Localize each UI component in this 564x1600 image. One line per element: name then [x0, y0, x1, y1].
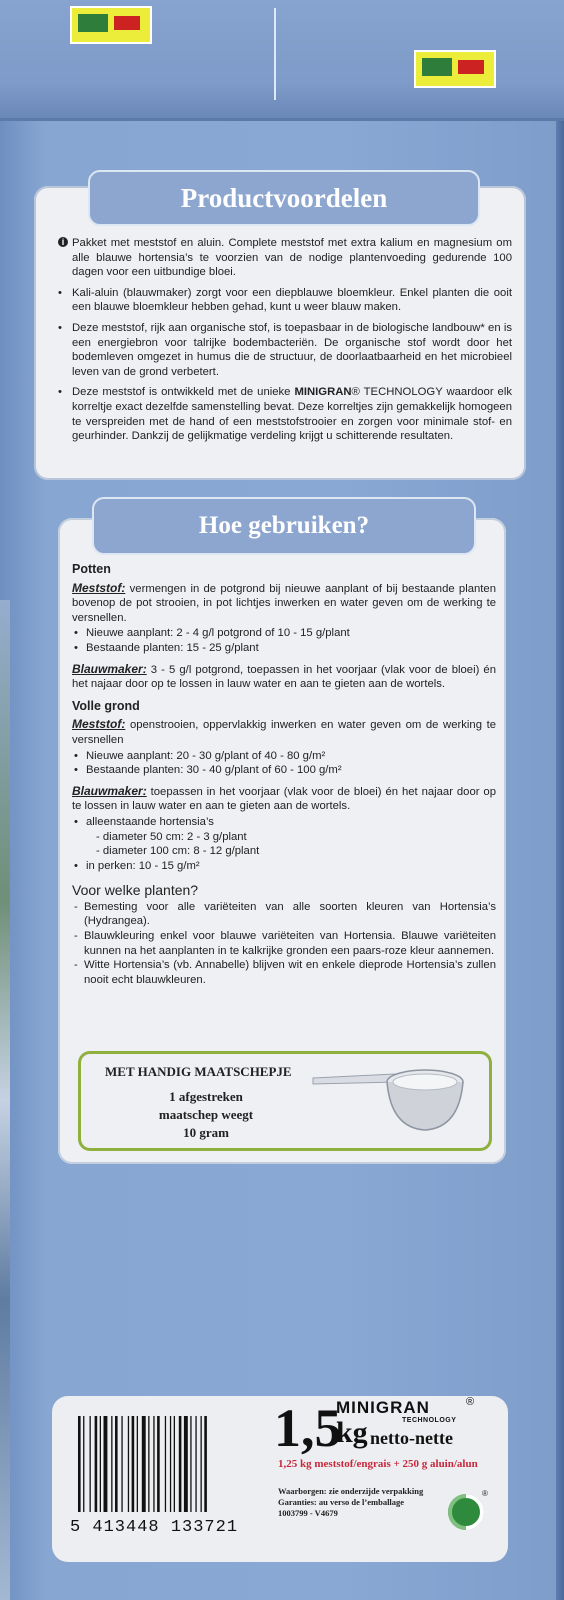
label-small-print [278, 1486, 423, 1519]
barcode-bar [174, 1416, 175, 1512]
barcode-bar [148, 1416, 149, 1512]
barcode-bar [128, 1416, 129, 1512]
dash-icon: - [74, 959, 78, 972]
scoop-description [121, 1088, 291, 1142]
benefit-text: ® TECHNOLOGY waardoor elk korreltje exact dezelfde samenstelling bevat. Deze korreltjes zijn gemakkelijk homogeen te verspreiden met de hand of een meststofstrooier en zorgen voor minimale stof- en geurhinder. Dankzij de gelijkmatige verdeling krijgt u schitterende resultaten. [72, 386, 512, 443]
package-right-edge [556, 120, 564, 1600]
barcode-bar [170, 1416, 171, 1512]
green-dot-recycle-icon [446, 1488, 490, 1532]
package-left-edge [0, 600, 10, 1600]
para-text: 3 - 5 g/l potgrond, toepassen in het voorjaar (vlak voor de bloei) én het najaar door op te lossen in lauw water en aan te gieten aan de wortels. [72, 663, 496, 691]
bullet-icon: • [58, 321, 62, 334]
dosage-text: Bestaande planten: 15 - 25 g/plant [86, 641, 259, 654]
barcode-bar [184, 1416, 188, 1512]
dosage-item [72, 749, 496, 764]
barcode-bar [100, 1416, 101, 1512]
ean-number: 5 413448 133721 [70, 1518, 239, 1537]
barcode-bar [179, 1416, 182, 1512]
flap-label-left [70, 6, 152, 44]
plant-item [72, 958, 496, 987]
barcode-bar [78, 1416, 81, 1512]
bullet-icon: • [74, 764, 78, 777]
dosage-item [72, 859, 496, 874]
product-label [52, 1396, 508, 1562]
dosage-item [72, 763, 496, 778]
flap-label-right [414, 50, 496, 88]
benefit-item [58, 321, 512, 379]
potten-blauwmaker-para [72, 662, 496, 692]
bullet-icon: • [74, 859, 78, 872]
plant-text: Blauwkleuring enkel voor blauwe variëteiten van Hortensia. Blauwe variëteiten kunnen na het aanplanten in te kalkrijke gronden een paars-roze kleur aannemen. [84, 930, 496, 957]
barcode-bar [104, 1416, 108, 1512]
composition-text: 1,25 kg meststof/engrais + 250 g aluin/alun [278, 1458, 478, 1470]
para-text: vermengen in de potgrond bij nieuwe aanplant of bij bestaande planten bovenop de pot strooien, in pot lichtjes inwerken en water geven om de werking te versnellen. [72, 582, 496, 624]
product-benefits-text [58, 236, 512, 450]
how-to-use-title: Hoe gebruiken? [92, 497, 476, 555]
guarantee-note: Garanties: au verso de l’emballage [278, 1497, 405, 1507]
benefit-item [58, 286, 512, 315]
benefit-intro-text: Pakket met meststof en aluin. Complete meststof met extra kalium en magnesium om alle blauwe hortensia’s te voorzien van de nodige plantenvoeding gedurende 100 dagen voor een uitbundige bloei. [72, 237, 512, 279]
dosage-item [72, 626, 496, 641]
brand-technology: TECHNOLOGY [402, 1417, 457, 1424]
bullet-icon: • [74, 627, 78, 640]
dosage-item [72, 815, 496, 830]
barcode-bar [90, 1416, 91, 1512]
dosage-text: Nieuwe aanplant: 20 - 30 g/plant of 40 - 80 g/m² [86, 749, 326, 762]
barcode-bar [204, 1416, 207, 1512]
package-top-flap [0, 0, 564, 121]
barcode-bar [137, 1416, 138, 1512]
scoop-line: maatschep weegt [158, 1107, 254, 1122]
netto-label: netto-nette [370, 1428, 453, 1448]
product-benefits-title: Productvoordelen [88, 170, 480, 226]
bullet-icon: • [74, 749, 78, 762]
measuring-scoop-icon [309, 1068, 469, 1142]
weight-number: 1,5 [274, 1398, 342, 1458]
which-plants-heading: Voor welke planten? [72, 882, 199, 899]
registered-mark: ® [466, 1396, 475, 1408]
benefit-text: Deze meststof, rijk aan organische stof, is toepasbaar in de biologische landbouw* en is een energiebron voor talrijke bodembacteriën. De organische stof wordt door het bodemleven omgezet in humus die de structuur, de doorlaatbaarheid en het microbieel leven van de grond verbetert. [72, 321, 512, 378]
dash-icon: - [74, 930, 78, 943]
barcode-bar [83, 1416, 84, 1512]
bullet-icon: • [58, 386, 62, 399]
potten-heading: Potten [72, 562, 111, 576]
barcode-bar [157, 1416, 160, 1512]
benefit-text: Kali-aluin (blauwmaker) zorgt voor een diepblauwe bloemkleur. Enkel planten die ooit een blauwe bloemkleur hebben gehad, kunt u weer blauw maken. [72, 286, 512, 314]
benefit-intro [58, 236, 512, 280]
benefit-text: Deze meststof is ontwikkeld met de unieke [72, 386, 295, 399]
plant-text: Witte Hortensia’s (vb. Annabelle) blijven wit en enkele dieprode Hortensia’s zullen nooit echt blauwkleuren. [84, 959, 496, 986]
plant-item [72, 900, 496, 929]
barcode-bar [190, 1416, 191, 1512]
barcode-bar [142, 1416, 146, 1512]
para-text: toepassen in het voorjaar (vlak voor de bloei) én het najaar door op te lossen in lauw water en aan te gieten aan de wortels. [72, 785, 496, 813]
volle-grond-heading: Volle grond [72, 698, 140, 713]
barcode-bar [201, 1416, 202, 1512]
scoop-line: 1 afgestreken [169, 1089, 243, 1104]
barcode-bar [153, 1416, 154, 1512]
dosage-text: alleenstaande hortensia’s [86, 815, 214, 828]
brand-name: MINIGRAN [336, 1398, 430, 1417]
barcode-bar [165, 1416, 166, 1512]
weight-unit: kg [336, 1416, 368, 1449]
plant-item [72, 929, 496, 958]
volle-blauwmaker-para [72, 784, 496, 814]
barcode-bar [115, 1416, 118, 1512]
para-text: openstrooien, oppervlakkig inwerken en water geven om de werking te versnellen [72, 719, 496, 746]
bullet-icon: • [74, 641, 78, 654]
benefit-item [58, 385, 512, 443]
barcode-bar [95, 1416, 98, 1512]
dosage-subitem: - diameter 100 cm: 8 - 12 g/plant [96, 845, 260, 858]
volle-meststof-para [72, 717, 496, 747]
blauwmaker-label: Blauwmaker: [72, 661, 147, 676]
info-icon: i [58, 237, 68, 247]
minigran-brand: MINIGRAN [294, 386, 352, 399]
bullet-icon: • [74, 815, 78, 828]
potten-meststof-para [72, 581, 496, 626]
flap-divider [274, 8, 276, 100]
dosage-subitem: - diameter 50 cm: 2 - 3 g/plant [96, 830, 247, 843]
dash-icon: - [74, 900, 78, 913]
barcode-bar [132, 1416, 135, 1512]
barcode-bar [195, 1416, 196, 1512]
barcode-bar [121, 1416, 122, 1512]
meststof-label: Meststof: [72, 580, 126, 595]
dosage-text: Bestaande planten: 30 - 40 g/plant of 60 - 100 g/m² [86, 764, 342, 777]
meststof-label: Meststof: [72, 717, 126, 732]
svg-text:®: ® [482, 1489, 488, 1498]
how-to-use-text [72, 562, 496, 987]
barcode-icon [78, 1416, 248, 1516]
blauwmaker-label: Blauwmaker: [72, 783, 147, 798]
dosage-text: in perken: 10 - 15 g/m² [86, 859, 200, 872]
scoop-title: MET HANDIG MAATSCHEPJE [105, 1064, 292, 1079]
measuring-scoop-box [78, 1051, 492, 1151]
product-code: 1003799 - V4679 [278, 1508, 338, 1518]
bullet-icon: • [58, 286, 62, 299]
dosage-item [72, 641, 496, 656]
storage-note: Waarborgen: zie onderzijde verpakking [278, 1486, 424, 1496]
barcode-bar [111, 1416, 112, 1512]
dosage-text: Nieuwe aanplant: 2 - 4 g/l potgrond of 10 - 15 g/plant [86, 627, 350, 640]
scoop-line: 10 gram [183, 1125, 229, 1140]
plant-text: Bemesting voor alle variëteiten van alle soorten kleuren van Hortensia’s (Hydrangea). [84, 900, 496, 928]
